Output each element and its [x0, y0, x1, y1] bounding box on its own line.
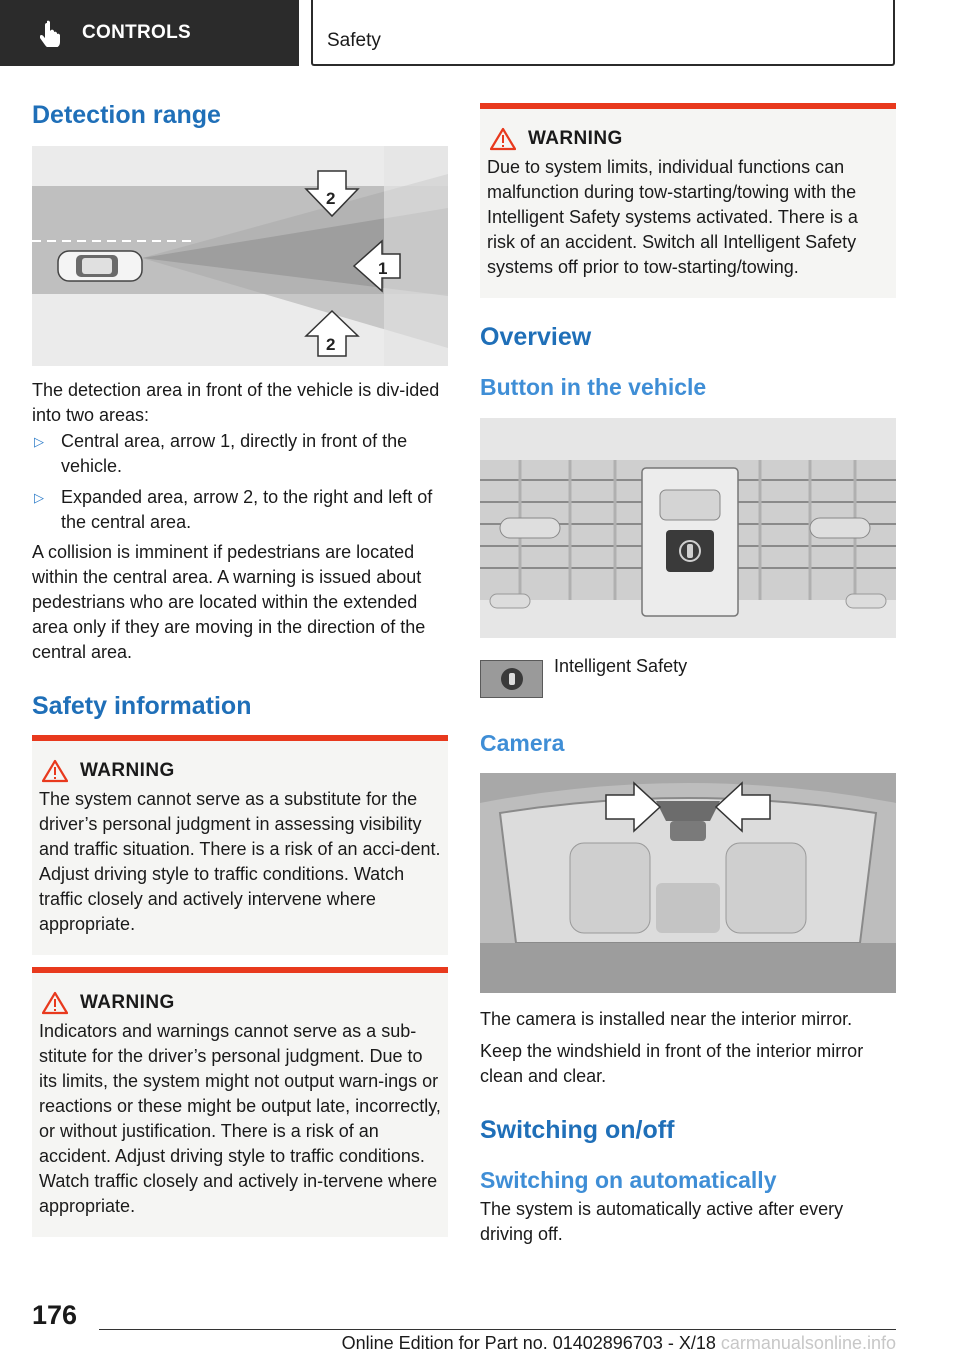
warning-text: Due to system limits, individual functions can malfunction during tow-starting/towing with the Intelligent Safety systems activated. There is a risk of an accident. Switch all Intelligent Safety systems off prior to tow-starting/towing.	[487, 157, 858, 277]
intelligent-safety-button[interactable]	[666, 530, 714, 572]
warning-header	[487, 127, 889, 151]
auto-paragraph: The system is automatically active after every driving off.	[480, 1198, 844, 1244]
car-icon	[58, 251, 142, 281]
warning-text: The system cannot serve as a substitute for the driver’s personal judgment in assessing visibility and traffic situation. There is a risk of an acci‐dent. Adjust driving style to traffic conditions. Watch traffic closely and actively intervene where appropriate.	[39, 789, 441, 934]
list-item-text: Central area, arrow 1, directly in front of the vehicle.	[61, 431, 408, 476]
safety-information-heading: Safety information	[32, 692, 252, 720]
camera-paragraph-1: The camera is installed near the interior mirror.	[480, 1009, 853, 1030]
page-number: 176	[32, 1300, 78, 1330]
section-tab-label: CONTROLS	[82, 22, 192, 43]
intelligent-safety-icon	[480, 660, 543, 698]
warning-triangle-icon	[42, 759, 68, 783]
list-item-text: Expanded area, arrow 2, to the right and left of the central area.	[61, 487, 433, 532]
chapter-label: Safety	[327, 30, 381, 51]
arrow-1-label: 1	[378, 259, 388, 278]
warning-box-3	[480, 103, 896, 298]
legend-row	[480, 655, 896, 698]
warning-title: WARNING	[528, 128, 623, 149]
triangle-bullet-icon: ▷	[34, 434, 44, 449]
edition-text: Online Edition for Part no. 01402896703 - X/18	[341, 1333, 716, 1353]
triangle-bullet-icon: ▷	[34, 490, 44, 505]
camera-paragraph-2: Keep the windshield in front of the interior mirror clean and clear.	[480, 1041, 864, 1087]
warning-title: WARNING	[80, 760, 175, 781]
switching-on-automatically-heading: Switching on automatically	[480, 1167, 777, 1194]
footer-edition	[99, 1333, 896, 1354]
left-column	[32, 100, 448, 1237]
header-section-tab	[0, 0, 299, 66]
arrow-2-bottom-label: 2	[326, 335, 336, 354]
arrow-2-top-label: 2	[326, 189, 336, 208]
warning-box-2	[32, 967, 448, 1237]
overview-heading: Overview	[480, 323, 592, 351]
button-figure	[480, 418, 896, 638]
button-in-vehicle-heading: Button in the vehicle	[480, 374, 707, 400]
dashboard-vents-image	[480, 418, 896, 638]
right-column	[480, 103, 896, 1247]
warning-triangle-icon	[490, 127, 516, 151]
warning-title: WARNING	[80, 992, 175, 1013]
footer-divider	[99, 1329, 896, 1330]
legend-label: Intelligent Safety	[554, 655, 688, 676]
detection-range-diagram	[32, 146, 448, 366]
warning-box-1	[32, 735, 448, 955]
warning-triangle-icon	[42, 991, 68, 1015]
warning-text: Indicators and warnings cannot serve as a sub‐stitute for the driver’s personal judgment. Due to its limits, the system might not output warn‐ings or reactions or these might be output late, incorrectly, or without justification. There is a risk of an accident. Adjust driving style to traffic conditions. Watch traffic closely and actively in‐tervene where appropriate.	[39, 1021, 441, 1216]
detection-range-heading: Detection range	[32, 101, 221, 129]
warning-header	[39, 759, 441, 783]
detection-paragraph: A collision is imminent if pedestrians are located within the central area. A warning is issued about pedestrians who are located within the extended area only if they are moving in the direction of the central area.	[32, 542, 426, 662]
list-item	[32, 429, 448, 479]
header-chapter-box	[311, 0, 895, 66]
detection-range-figure	[32, 146, 448, 366]
camera-figure	[480, 773, 896, 993]
watermark-text: carmanualsonline.info	[720, 1333, 896, 1353]
switching-on-off-heading: Switching on/off	[480, 1116, 675, 1145]
list-item	[32, 485, 448, 535]
camera-heading: Camera	[480, 729, 565, 756]
detection-intro: The detection area in front of the vehicle is div‐ided into two areas:	[32, 380, 440, 425]
hand-pointer-icon	[38, 18, 68, 48]
warning-header	[39, 991, 441, 1015]
car-interior-image	[480, 773, 896, 993]
detection-bullet-list	[32, 429, 448, 535]
